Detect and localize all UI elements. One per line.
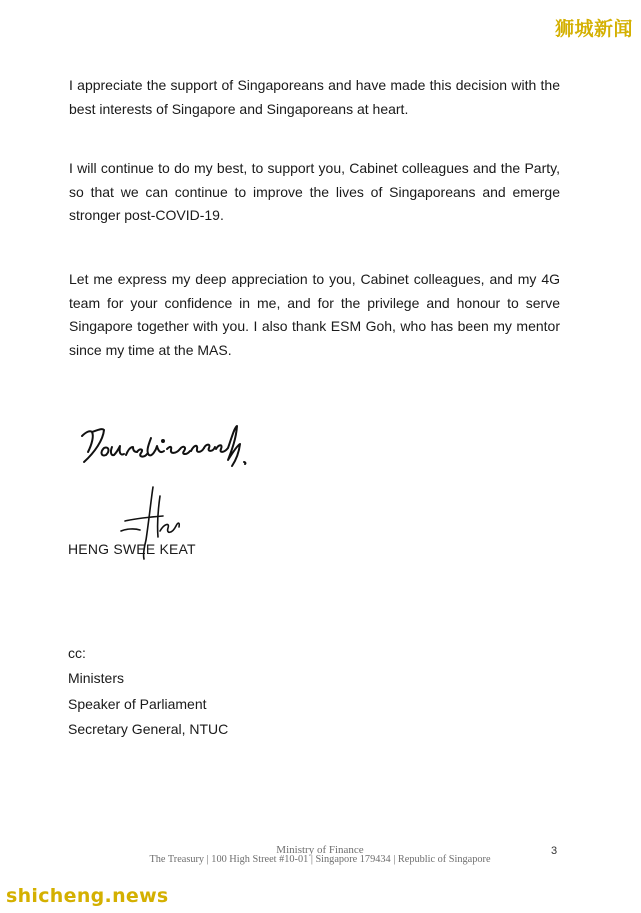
handwritten-closing xyxy=(82,426,245,466)
cc-recipient: Secretary General, NTUC xyxy=(68,720,229,737)
footer-address: The Treasury | 100 High Street #10-01 | Singapore 179434 | Republic of Singapore xyxy=(149,854,491,865)
paragraph-commitment: I will continue to do my best, to support you, Cabinet colleagues and the Party, so that we can continue to improve the lives of Singaporeans and emerge stronger post-COVID-19. xyxy=(69,160,560,223)
footer-organization: Ministry of Finance xyxy=(276,844,364,856)
cc-label: cc: xyxy=(68,645,86,661)
signatory-name: HENG SWEE KEAT xyxy=(68,541,196,557)
paragraph-support: I appreciate the support of Singaporeans and have made this decision with the best interests of Singapore and Singaporeans at heart. xyxy=(69,77,560,117)
cc-recipient: Speaker of Parliament xyxy=(68,695,207,712)
cc-recipient: Ministers xyxy=(68,670,125,687)
watermark-bottom: shicheng.news xyxy=(6,885,169,907)
watermark-top: 狮城新闻 xyxy=(554,18,633,40)
page-number: 3 xyxy=(551,845,558,857)
paragraph-appreciation: Let me express my deep appreciation to you, Cabinet colleagues, and my 4G team for your confidence in me, and for the privilege and honour to serve Singapore together with you. I also thank ESM Goh, who has been my mentor since my time at the MAS. xyxy=(69,271,560,358)
cc-block xyxy=(68,641,228,742)
